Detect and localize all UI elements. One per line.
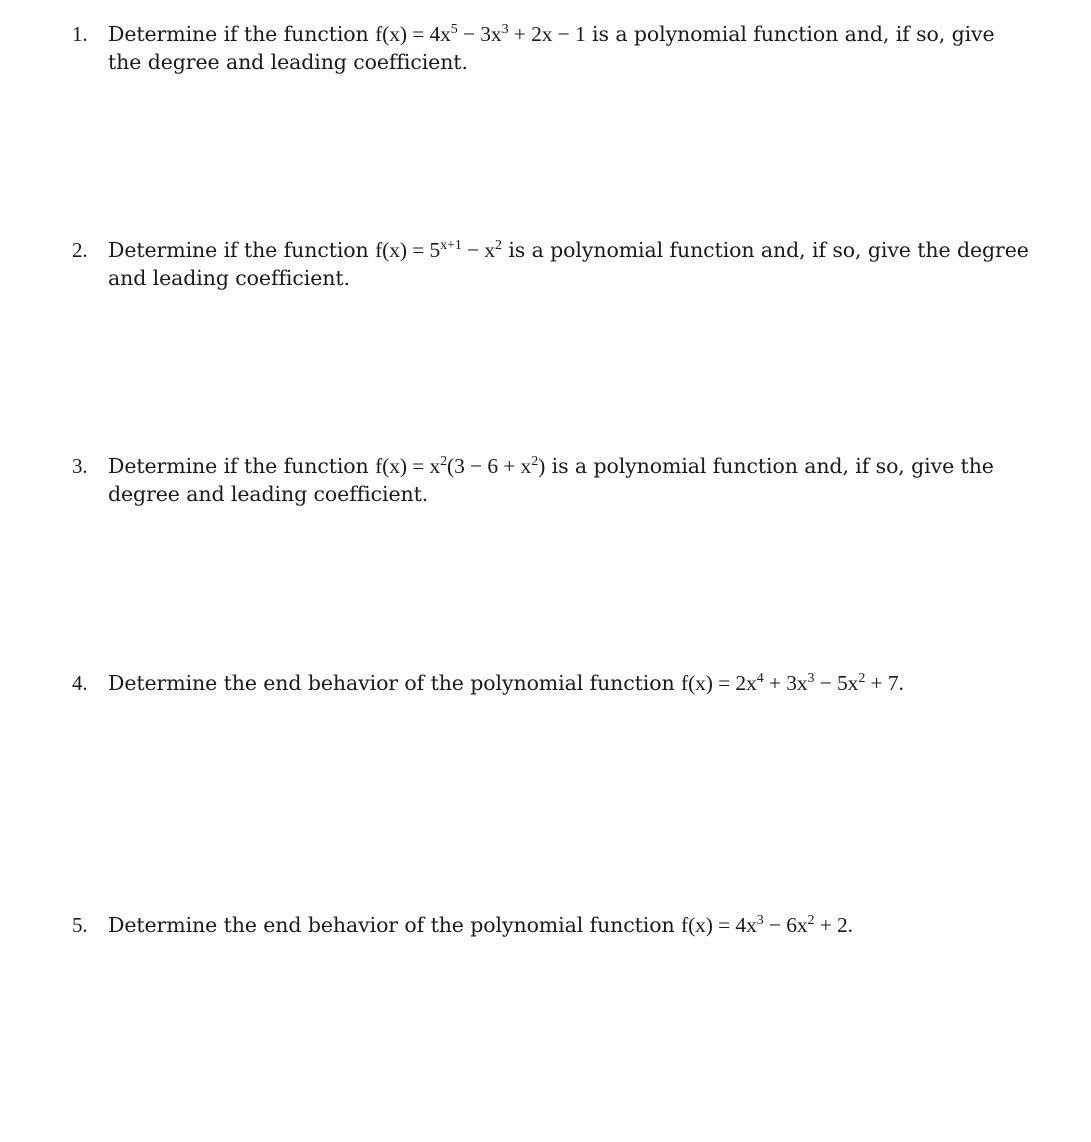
question-prefix: Determine if the function — [108, 454, 369, 478]
expr-part: f(x) = x — [375, 454, 441, 478]
expr-part: f(x) = 4x — [375, 22, 451, 46]
question-number: 1. — [72, 22, 88, 46]
exponent: 3 — [501, 22, 509, 37]
expr-part: f(x) = 5 — [375, 238, 441, 262]
question-number: 4. — [72, 671, 88, 695]
function-expression — [375, 238, 502, 262]
question-text — [108, 452, 1032, 508]
function-expression — [681, 671, 904, 695]
function-expression — [375, 22, 586, 46]
question-3 — [72, 452, 1032, 508]
question-text — [108, 236, 1032, 292]
expr-part: + 3x — [763, 671, 808, 695]
question-4 — [72, 669, 1032, 697]
question-suffix: is a polynomial function and, if so, give the degree and leading coefficient. — [108, 22, 995, 74]
question-text — [108, 911, 1032, 939]
expr-part: f(x) = 2x — [681, 671, 757, 695]
expr-part: + 2x − 1 — [508, 22, 586, 46]
question-suffix: is a polynomial function and, if so, give the degree and leading coefficient. — [108, 238, 1029, 290]
question-prefix: Determine the end behavior of the polynomial function — [108, 671, 675, 695]
exponent: 4 — [756, 671, 764, 686]
question-number: 3. — [72, 454, 88, 478]
exponent: 2 — [807, 913, 815, 928]
question-1 — [72, 20, 1032, 76]
question-number: 5. — [72, 913, 88, 937]
question-5 — [72, 911, 1032, 939]
expr-part: (3 − 6 + x — [447, 454, 532, 478]
exponent: 3 — [756, 913, 764, 928]
question-number: 2. — [72, 238, 88, 262]
exponent: 5 — [450, 22, 458, 37]
exponent: 2 — [858, 671, 866, 686]
expr-part: − x — [461, 238, 495, 262]
exponent: 3 — [807, 671, 815, 686]
question-prefix: Determine if the function — [108, 22, 369, 46]
expr-part: + 2. — [814, 913, 853, 937]
question-text — [108, 669, 1032, 697]
function-expression — [681, 913, 853, 937]
expr-part: − 5x — [814, 671, 859, 695]
question-2 — [72, 236, 1032, 292]
question-prefix: Determine if the function — [108, 238, 369, 262]
function-expression — [375, 454, 545, 478]
question-prefix: Determine the end behavior of the polynomial function — [108, 913, 675, 937]
expr-part: ) — [538, 454, 546, 478]
exponent: 2 — [531, 454, 539, 469]
exponent: x+1 — [440, 238, 462, 253]
expr-part: − 6x — [763, 913, 808, 937]
exponent: 2 — [494, 238, 502, 253]
exponent: 2 — [440, 454, 448, 469]
question-text — [108, 20, 1032, 76]
expr-part: f(x) = 4x — [681, 913, 757, 937]
question-suffix: is a polynomial function and, if so, give the degree and leading coefficient. — [108, 454, 994, 506]
expr-part: + 7. — [865, 671, 904, 695]
expr-part: − 3x — [457, 22, 502, 46]
